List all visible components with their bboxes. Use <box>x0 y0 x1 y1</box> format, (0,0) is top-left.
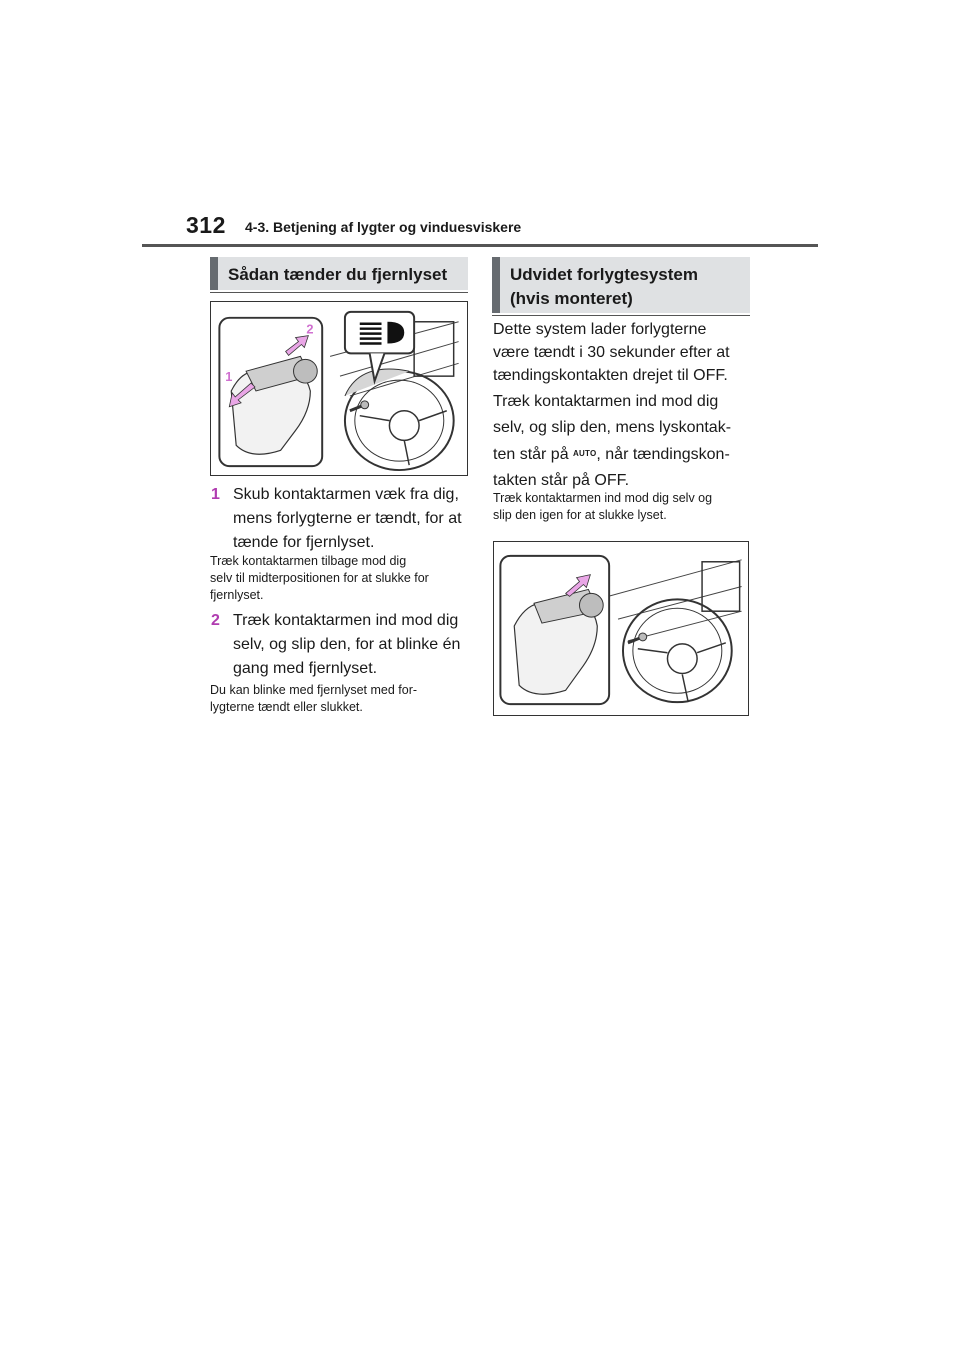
note-line: Træk kontaktarmen tilbage mod dig <box>210 554 407 568</box>
note-line: selv til midterpositionen for at slukke for <box>210 571 429 585</box>
paragraph-line: tændingskontakten drejet til OFF. <box>493 367 728 384</box>
figure-high-beam-lever <box>210 301 468 476</box>
step-1 <box>211 483 462 555</box>
paragraph-2 <box>493 389 731 494</box>
lever-illustration <box>211 302 467 475</box>
lever-illustration <box>494 542 748 715</box>
section-title-high-beam: Sådan tænder du fjernlyset <box>210 257 468 290</box>
auto-icon: AUTO <box>573 449 597 458</box>
right-note <box>493 490 712 524</box>
note-line: Du kan blinke med fjernlyset med for- <box>210 683 418 697</box>
step-2-line: selv, og slip den, for at blinke én <box>233 636 461 653</box>
page-number: 312 <box>186 212 226 238</box>
step-1-note <box>210 553 429 604</box>
note-line: slip den igen for at slukke lyset. <box>493 508 667 522</box>
step-1-line: mens forlygterne er tændt, for at <box>233 510 462 527</box>
note-line: Træk kontaktarmen ind mod dig selv og <box>493 491 713 505</box>
paragraph-line: Træk kontaktarmen ind mod dig <box>493 393 719 410</box>
figure-label-2: 2 <box>306 321 314 337</box>
paragraph-line <box>493 441 731 468</box>
figure-label-1: 1 <box>225 369 233 385</box>
step-1-number: 1 <box>211 486 220 503</box>
paragraph-1 <box>493 318 730 387</box>
text-fragment: , når tændingskon- <box>596 446 730 463</box>
step-1-line: tænde for fjernlyset. <box>233 534 375 551</box>
section-title-extended-headlight <box>492 257 750 313</box>
paragraph-line: være tændt i 30 sekunder efter at <box>493 344 730 361</box>
step-1-line: Skub kontaktarmen væk fra dig, <box>233 486 459 503</box>
section-title-line: (hvis monteret) <box>510 289 633 308</box>
note-line: lygterne tændt eller slukket. <box>210 700 363 714</box>
step-2-number: 2 <box>211 612 220 629</box>
step-2 <box>211 609 461 681</box>
section-title-line: Udvidet forlygtesystem <box>510 265 698 284</box>
chapter-title: 4-3. Betjening af lygter og vinduesviskere <box>245 219 522 235</box>
paragraph-line: Dette system lader forlygterne <box>493 321 707 338</box>
paragraph-line: takten står på OFF. <box>493 472 630 489</box>
figure-extended-headlight-lever <box>493 541 749 716</box>
text-fragment: ten står på <box>493 446 574 463</box>
step-2-line: gang med fjernlyset. <box>233 660 378 677</box>
paragraph-line: selv, og slip den, mens lyskontak- <box>493 419 732 436</box>
step-2-line: Træk kontaktarmen ind mod dig <box>233 612 459 629</box>
step-2-note <box>210 682 417 716</box>
note-line: fjernlyset. <box>210 588 264 602</box>
header-rule <box>142 244 818 247</box>
